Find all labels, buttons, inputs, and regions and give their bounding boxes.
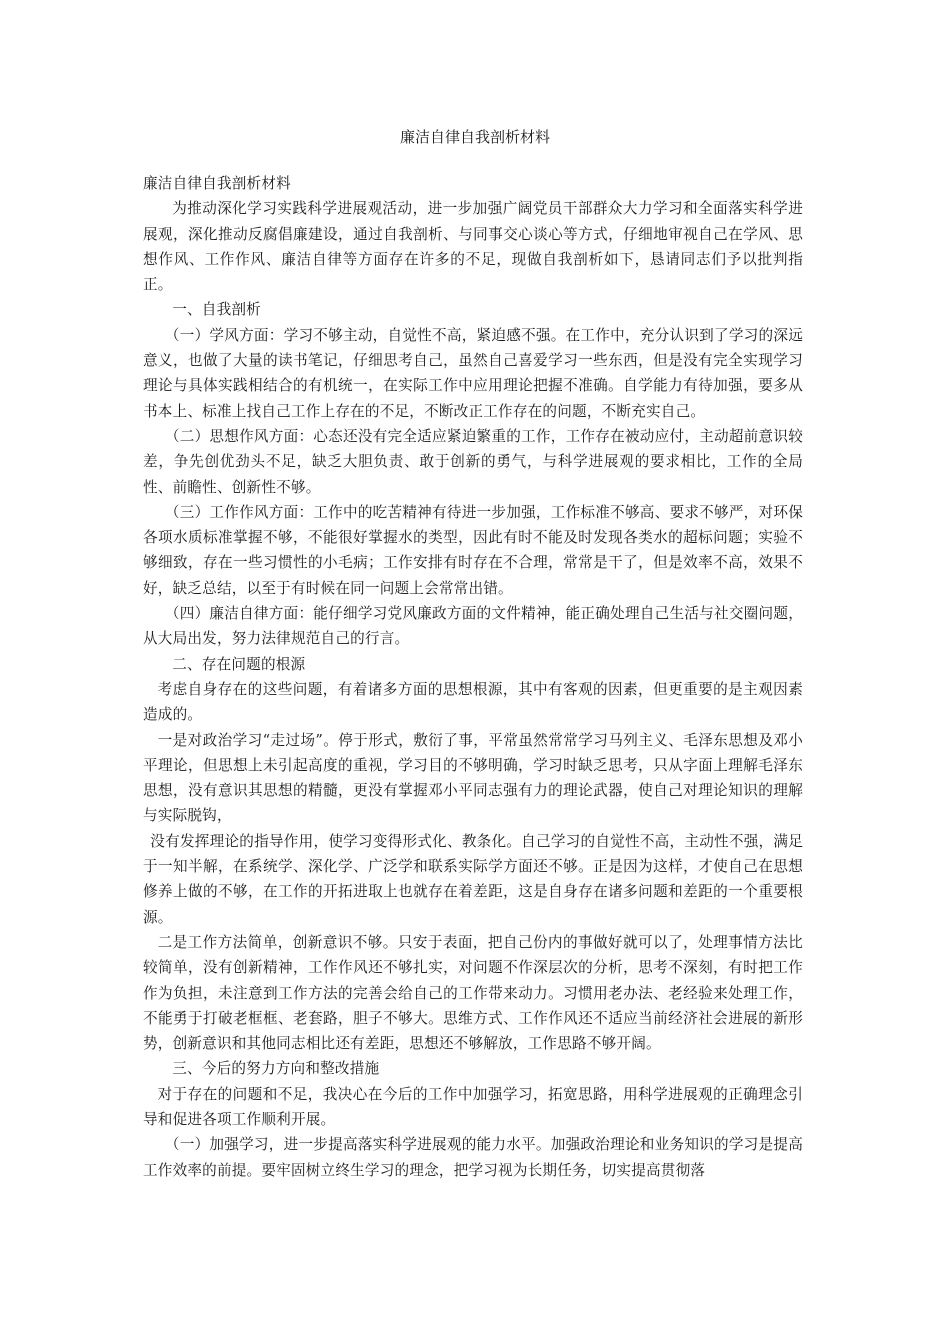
document-subtitle: 廉洁自律自我剖析材料 bbox=[143, 175, 291, 192]
paragraph-root-causes-intro: 考虑自身存在的这些问题，有着诸多方面的思想根源，其中有客观的因素，但更重要的是主观因素造成的。 bbox=[143, 680, 803, 724]
paragraph-thought-style: （二）思想作风方面：心态还没有完全适应紧迫繁重的工作，工作存在被动应付，主动超前意识较差，争先创优劲头不足，缺乏大胆负责、敢于创新的勇气，与科学进展观的要求相比，工作的全局性、前瞻性、创新性不够。 bbox=[143, 427, 803, 496]
paragraph-cause-one: 一是对政治学习“走过场”。停于形式，敷衍了事，平常虽然常常学习马列主义、毛泽东思想及邓小平理论，但思想上未引起高度的重视，学习目的不够明确，学习时缺乏思考，只从字面上理解毛泽东思想，没有意识其思想的精髓，更没有掌握邓小平同志强有力的理论武器，使自己对理论知识的理解与实际脱钩， bbox=[143, 731, 803, 825]
paragraph-cause-one-continued: 没有发挥理论的指导作用，使学习变得形式化、教条化。自己学习的自觉性不高，主动性不强，满足于一知半解，在系统学、深化学、广泛学和联系实际学方面还不够。正是因为这样，才使自己在思想修养上做的不够，在工作的开拓进取上也就存在着差距，这是自身存在诸多问题和差距的一个重要根源。 bbox=[143, 832, 803, 926]
section-heading-3: 三、今后的努力方向和整改措施 bbox=[172, 1060, 380, 1078]
section-heading-1: 一、自我剖析 bbox=[172, 301, 261, 319]
paragraph-measure-one: （一）加强学习，进一步提高落实科学进展观的能力水平。加强政治理论和业务知识的学习是提高工作效率的前提。要牢固树立终生学习的理念，把学习视为长期任务，切实提高贯彻落 bbox=[143, 1136, 803, 1179]
document-title: 廉洁自律自我剖析材料 bbox=[399, 128, 550, 146]
document-body bbox=[143, 171, 803, 1183]
intro-paragraph: 为推动深化学习实践科学进展观活动，进一步加强广阔党员干部群众大力学习和全面落实科学进展观，深化推动反腐倡廉建设，通过自我剖析、与同事交心谈心等方式，仔细地审视自己在学风、思想作风、工作作风、廉洁自律等方面存在许多的不足，现做自我剖析如下，恳请同志们予以批判指正。 bbox=[143, 200, 803, 294]
paragraph-integrity: （四）廉洁自律方面：能仔细学习党风廉政方面的文件精神，能正确处理自己生活与社交圈问题，从大局出发，努力法律规范自己的行言。 bbox=[143, 605, 803, 648]
paragraph-measures-intro: 对于存在的问题和不足，我决心在今后的工作中加强学习，拓宽思路，用科学进展观的正确理念引导和促进各项工作顺利开展。 bbox=[143, 1085, 803, 1128]
section-heading-2: 二、存在问题的根源 bbox=[172, 655, 306, 673]
paragraph-study-style: （一）学风方面：学习不够主动，自觉性不高，紧迫感不强。在工作中，充分认识到了学习的深远意义，也做了大量的读书笔记，仔细思考自己，虽然自己喜爱学习一些东西，但是没有完全实现学习理论与具体实践相结合的有机统一，在实际工作中应用理论把握不准确。自学能力有待加强，要多从书本上、标准上找自己工作上存在的不足，不断改正工作存在的问题，不断充实自己。 bbox=[143, 326, 803, 420]
paragraph-work-style: （三）工作作风方面：工作中的吃苦精神有待进一步加强，工作标准不够高、要求不够严，对环保各项水质标准掌握不够，不能很好掌握水的类型，因此有时不能及时发现各类水的超标问题；实验不够细致，存在一些习惯性的小毛病；工作安排有时存在不合理，常常是干了，但是效率不高，效果不好，缺乏总结，以至于有时候在同一问题上会常常出错。 bbox=[143, 503, 803, 597]
paragraph-cause-two: 二是工作方法简单，创新意识不够。只安于表面，把自己份内的事做好就可以了，处理事情方法比较简单，没有创新精神，工作作风还不够扎实，对问题不作深层次的分析，思考不深刻，有时把工作作为负担，未注意到工作方法的完善会给自己的工作带来动力。习惯用老办法、老经验来处理工作，不能勇于打破老框框、老套路，胆子不够大。思维方式、工作作风还不适应当前经济社会进展的新形势，创新意识和其他同志相比还有差距，思想还不够解放，工作思路不够开阔。 bbox=[143, 933, 803, 1053]
